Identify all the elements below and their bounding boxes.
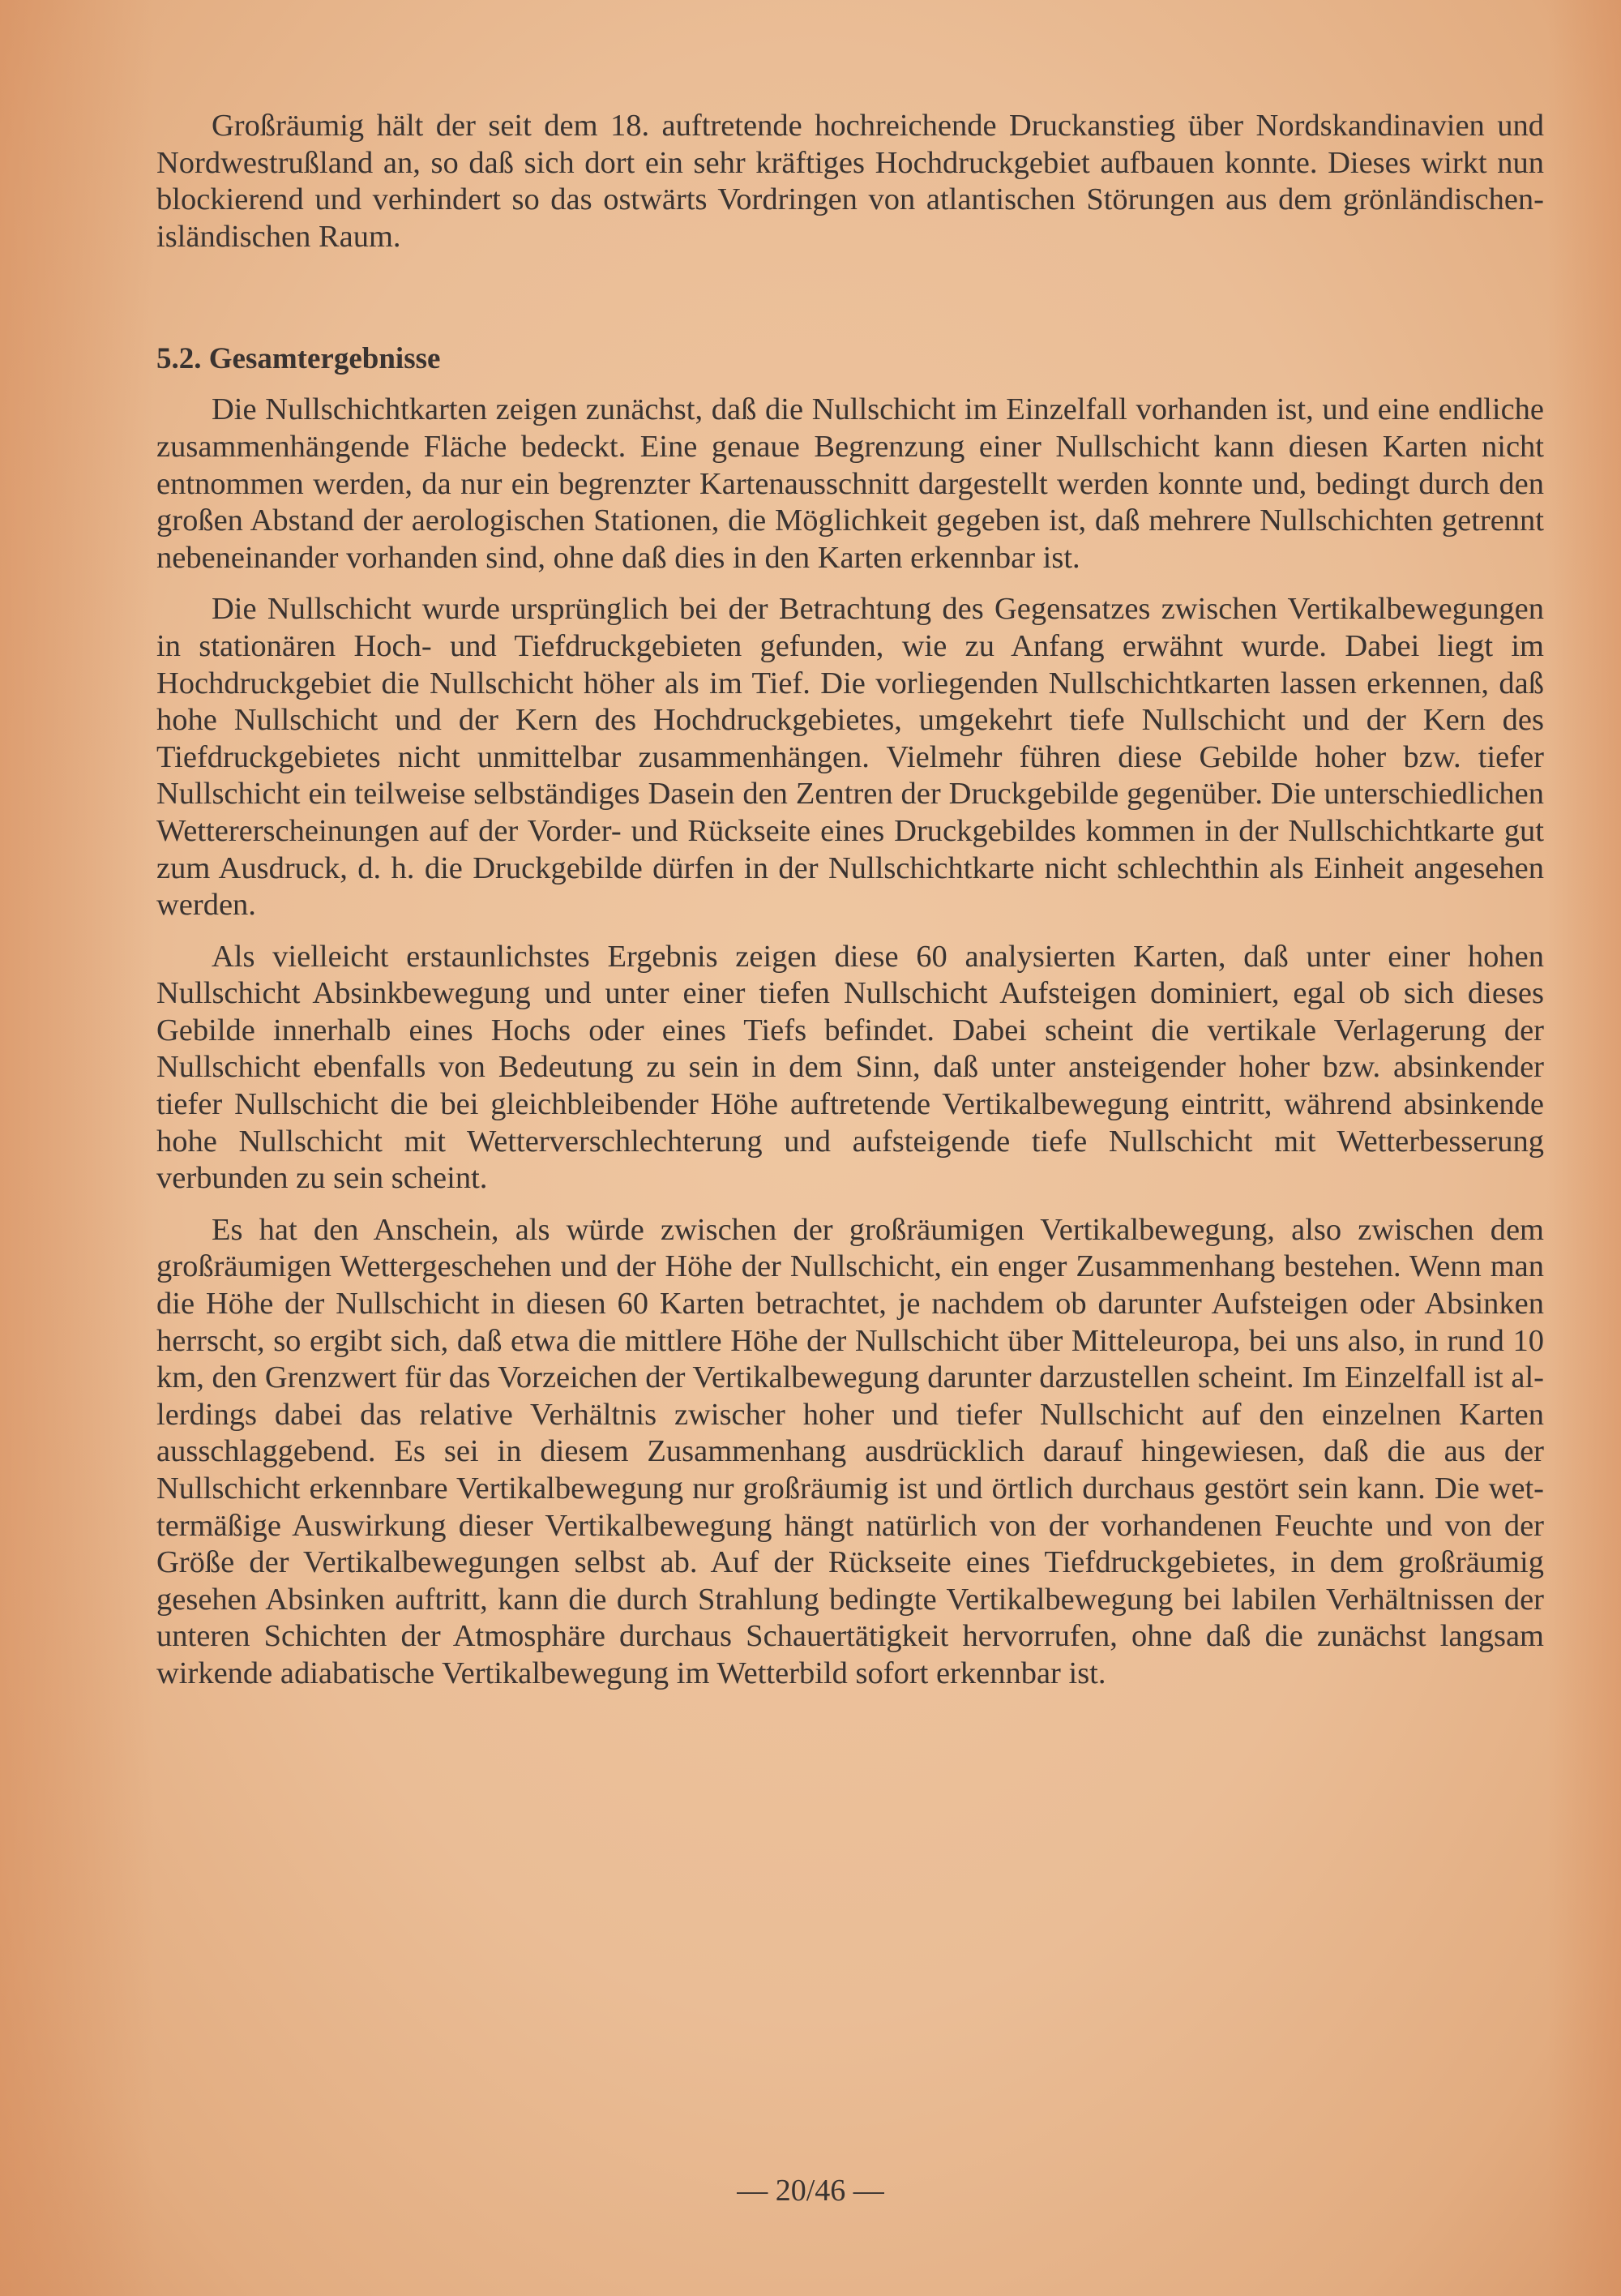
body-paragraph-3: Als vielleicht erstaunlichstes Ergebnis zeigen diese 60 analysierten Karten, daß unter einer hohen Nullschicht Absinkbewegung und unter einer tiefen Nullschicht Aufsteigen dominiert, egal ob sich dieses Gebilde innerhalb eines Hochs oder eines Tiefs befindet. Dabei scheint die vertikale Verlagerung der Nullschicht ebenfalls von Bedeutung zu sein in dem Sinn, daß unter ansteigender hoher bzw. absinkender tiefer Nullschicht die bei gleichbleibender Höhe auftretende Vertikalbewegung eintritt, während absinkende hohe Nullschicht mit Wetterverschlechterung und aufsteigende tiefe Nullschicht mit Wetterbesserung verbunden zu sein scheint. — [156, 939, 1544, 1196]
paper-stain-left — [0, 0, 154, 2296]
body-paragraph-2: Die Nullschicht wurde ursprünglich bei der Betrachtung des Gegensatzes zwischen Vertikalbewegungen in stationären Hoch- und Tiefdruckgebieten gefunden, wie zu Anfang erwähnt wurde. Dabei liegt im Hochdruckgebiet die Nullschicht höher als im Tief. Die vorliegenden Nullschichtkarten lassen erkennen, daß hohe Nullschicht und der Kern des Hochdruckgebietes, umgekehrt tiefe Nullschicht und der Kern des Tiefdruckgebietes nicht unmittelbar zusammenhängen. Vielmehr führen diese Gebilde hoher bzw. tiefer Nullschicht ein teilweise selbständiges Dasein den Zentren der Druckgebilde gegenüber. Die unterschiedlichen Wettererscheinungen auf der Vorder- und Rückseite eines Druckgebildes kommen in der Nullschichtkarte gut zum Ausdruck, d. h. die Druckgebilde dürfen in der Nullschichtkarte nicht schlechthin als Einheit angesehen werden. — [156, 592, 1544, 923]
body-paragraph-4: Es hat den Anschein, als würde zwischen der großräumigen Vertikalbewegung, also zwischen dem großräumigen Wettergeschehen und der Höhe der Nullschicht, ein enger Zusammenhang bestehen. Wenn man die Höhe der Nullschicht in diesen 60 Karten betrachtet, je nachdem ob darunter Aufsteigen oder Absinken herrscht, so ergibt sich, daß etwa die mittlere Höhe der Nullschicht über Mitteleuropa, bei uns also, in rund 10 km, den Grenzwert für das Vorzeichen der Vertikalbewegung darunter darzustellen scheint. Im Einzelfall ist allerdings dabei das relative Verhältnis zwischer hoher und tiefer Nullschicht auf den einzelnen Karten ausschlaggebend. Es sei in diesem Zusammenhang ausdrücklich darauf hingewiesen, daß die aus der Nullschicht erkennbare Vertikalbewegung nur großräumig ist und örtlich durchaus gestört sein kann. Die wettermäßige Auswirkung dieser Vertikalbewegung hängt natürlich von der vorhandenen Feuchte und von der Größe der Vertikalbewegungen selbst ab. Auf der Rückseite eines Tiefdruckgebietes, in dem großräumig gesehen Absinken auftritt, kann die durch Strahlung bedingte Vertikalbewegung bei labilen Verhältnissen der unteren Schichten der Atmosphäre durchaus Schauertätigkeit hervorrufen, ohne daß die zunächst langsam wirkende adiabatische Vertikalbewegung im Wetterbild sofort erkennbar ist. — [156, 1212, 1544, 1690]
page-number: — 20/46 — — [737, 2174, 884, 2208]
intro-paragraph: Großräumig hält der seit dem 18. auftretende hochreichende Druckanstieg über Nordskandinavien und Nordwestrußland an, so daß sich dort ein sehr kräftiges Hochdruckgebiet aufbauen konnte. Dieses wirkt nun blockierend und verhindert so das ostwärts Vordringen von atlantischen Störungen aus dem grönländischen-isländischen Raum. — [156, 109, 1544, 254]
section-heading: 5.2. Gesamtergebnisse — [156, 342, 441, 376]
page-body — [156, 108, 1544, 1693]
body-paragraph-1: Die Nullschichtkarten zeigen zunächst, daß die Nullschicht im Einzelfall vorhanden ist, und eine endliche zusammenhängende Fläche bedeckt. Eine genaue Begrenzung einer Nullschicht kann diesen Karten nicht entnommen werden, da nur ein begrenzter Kartenausschnitt dargestellt werden konnte und, bedingt durch den großen Abstand der aerologischen Stationen, die Möglichkeit gegeben ist, daß mehrere Nullschichten getrennt nebeneinander vorhanden sind, ohne daß dies in den Karten erkennbar ist. — [156, 392, 1544, 575]
paper-stain-right — [1548, 0, 1621, 2296]
